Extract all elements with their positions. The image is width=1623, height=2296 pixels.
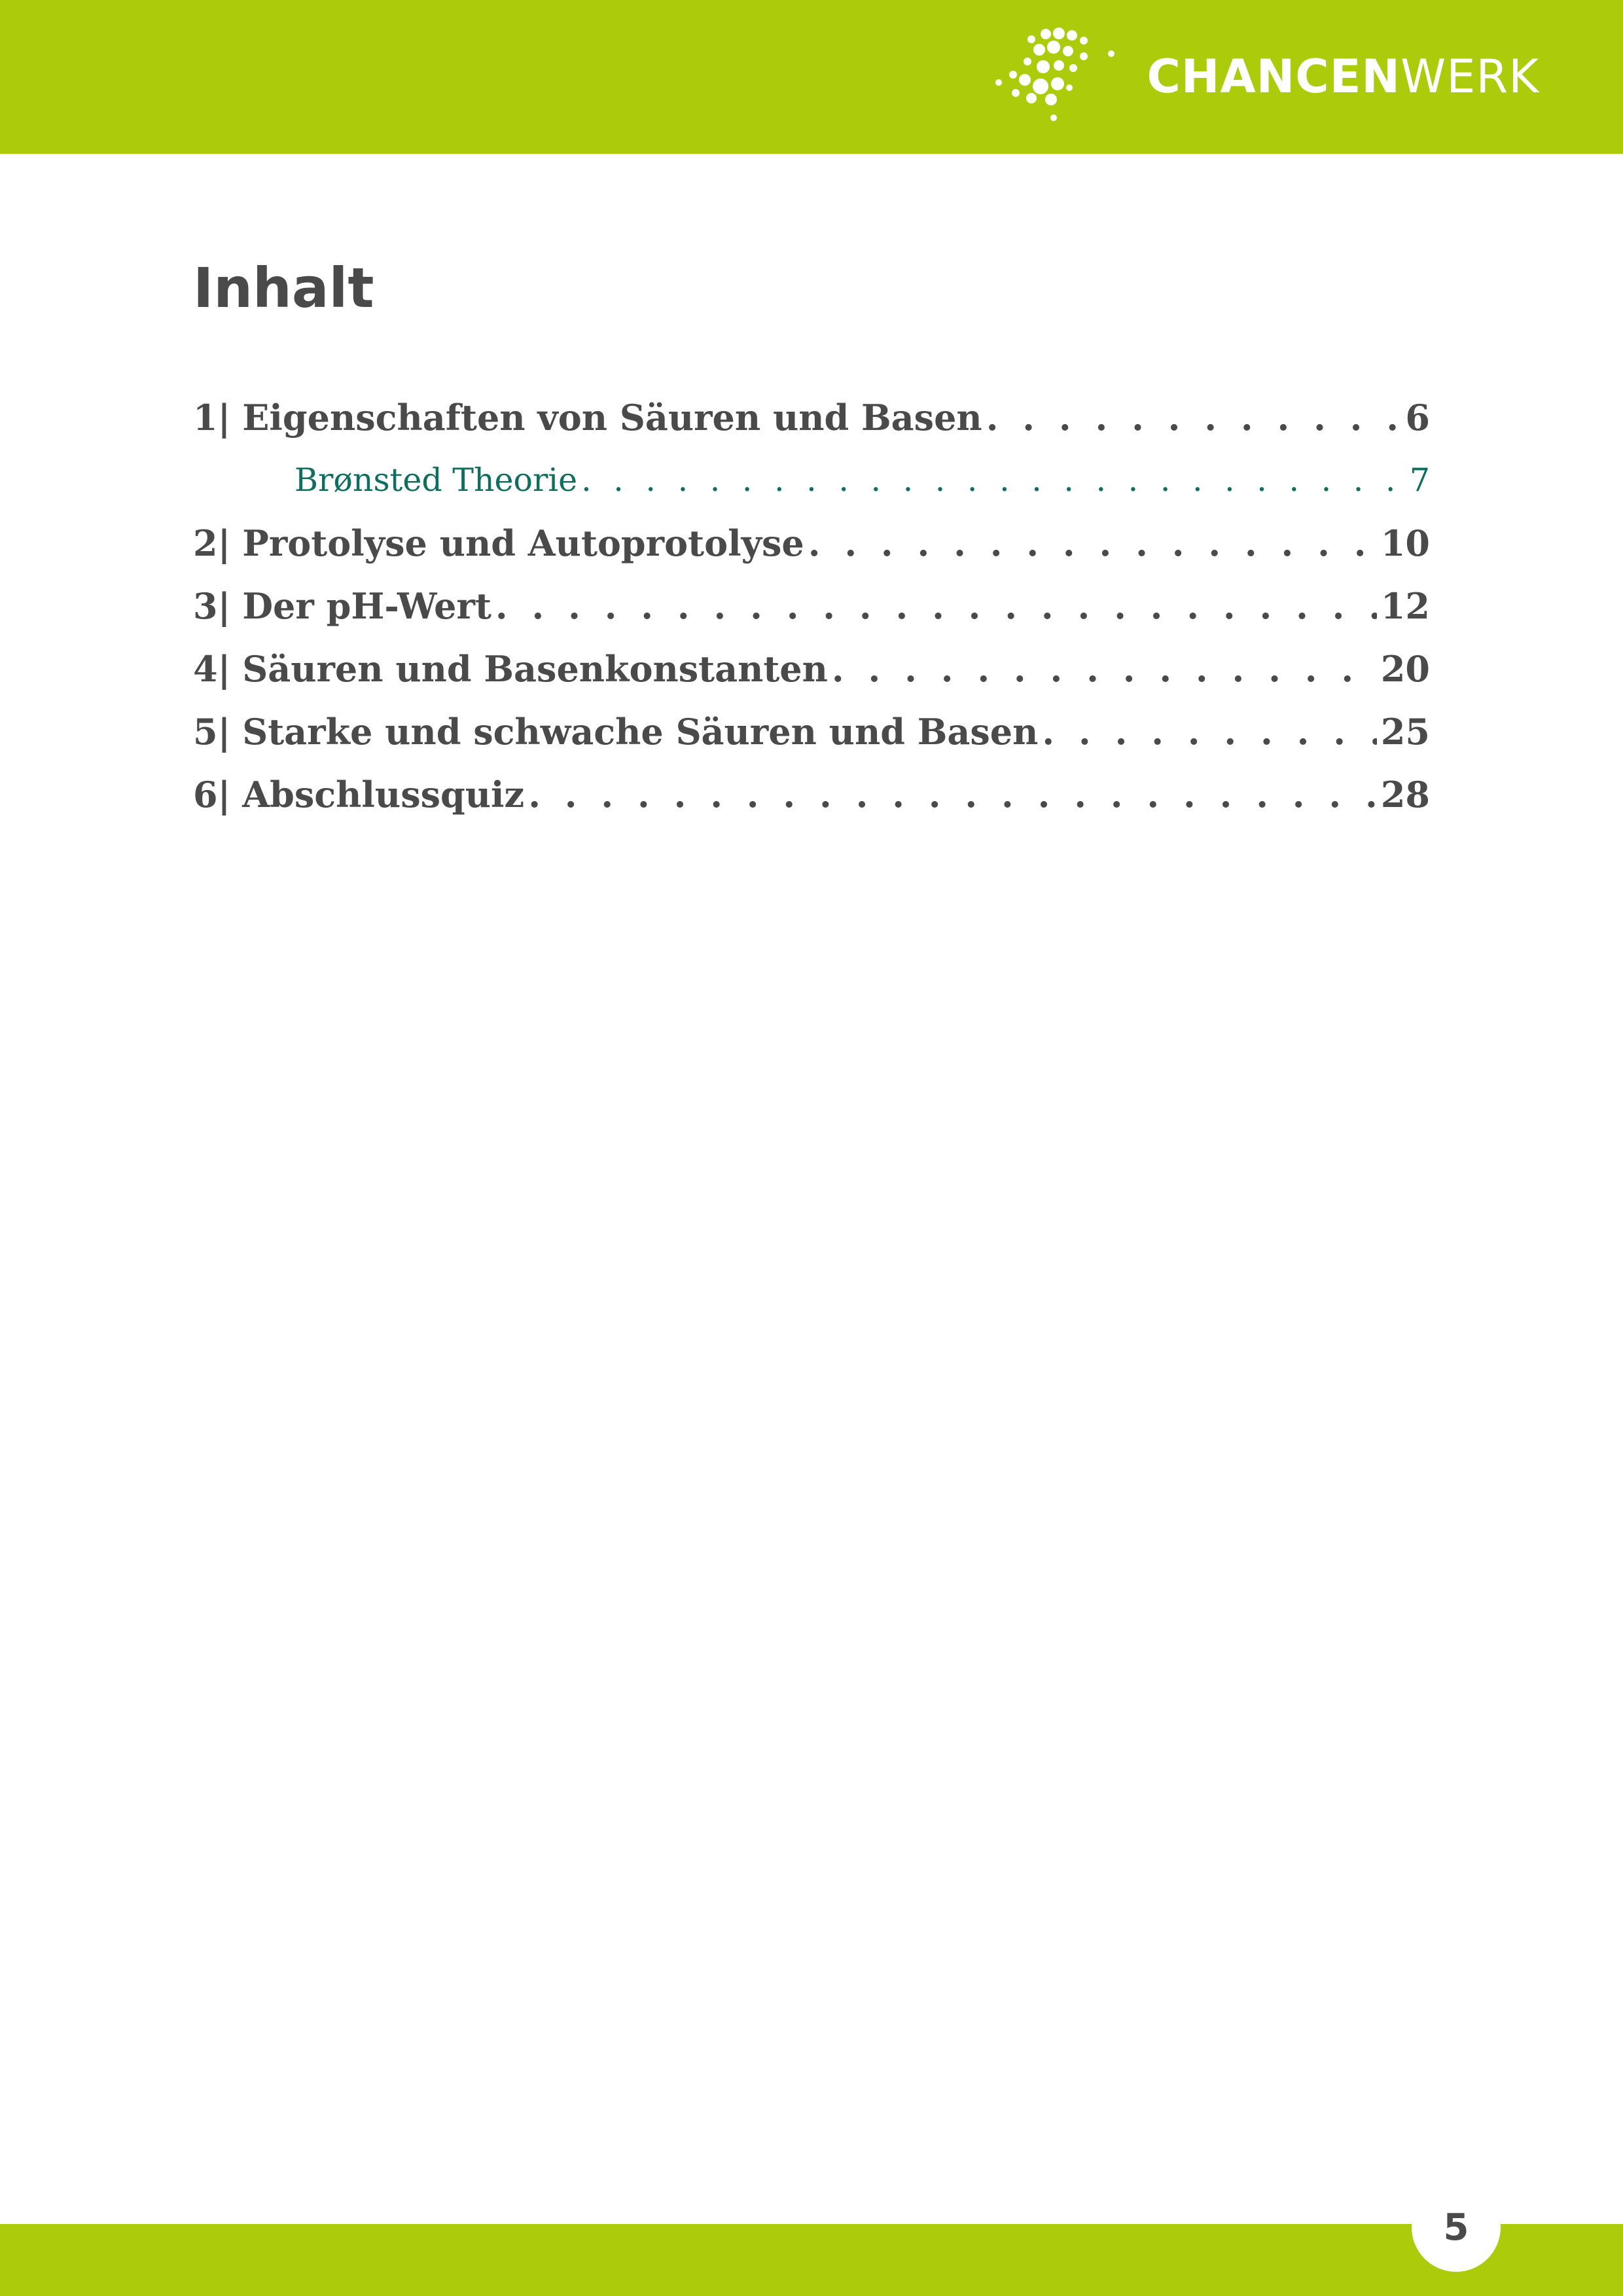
toc-entry-number: 6| <box>193 774 231 816</box>
toc-entry-page: 25 <box>1380 711 1430 753</box>
toc-entry[interactable] <box>193 512 1430 575</box>
dot-cluster-logo-icon <box>988 27 1122 126</box>
toc-dot-leader <box>986 386 1402 449</box>
brand-name-light: WERK <box>1400 50 1539 103</box>
toc-entry-page: 20 <box>1380 648 1430 690</box>
toc-entry-label: Abschlussquiz <box>242 774 525 816</box>
toc-entry[interactable] <box>193 386 1430 449</box>
toc-entry[interactable] <box>193 763 1430 826</box>
toc-dot-leader <box>528 763 1377 826</box>
toc-entry-number: 1| <box>193 397 231 439</box>
table-of-contents <box>193 386 1430 826</box>
toc-dot-leader <box>495 575 1377 637</box>
brand-name-bold: CHANCEN <box>1147 50 1401 103</box>
toc-entry-label: Starke und schwache Säuren und Basen <box>242 711 1039 753</box>
toc-entry-label: Protolyse und Autoprotolyse <box>242 522 804 564</box>
toc-entry[interactable] <box>193 575 1430 637</box>
toc-entry-page: 12 <box>1380 585 1430 627</box>
footer-bar <box>0 2224 1623 2296</box>
toc-entry-label: Eigenschaften von Säuren und Basen <box>242 397 982 439</box>
toc-entry-page: 28 <box>1380 774 1430 816</box>
toc-entry-page: 7 <box>1409 461 1430 499</box>
page-number-badge <box>1412 2183 1501 2272</box>
brand-wordmark <box>1147 50 1539 103</box>
toc-entry-page: 6 <box>1405 397 1430 439</box>
page-number: 5 <box>1443 2206 1469 2249</box>
toc-dot-leader <box>581 449 1406 512</box>
chancenwerk-logo <box>988 27 1539 126</box>
toc-dot-leader <box>808 512 1377 575</box>
toc-entry-number: 4| <box>193 648 231 690</box>
toc-subentry[interactable] <box>193 449 1430 512</box>
toc-entry-label: Säuren und Basenkonstanten <box>242 648 828 690</box>
header-bar <box>0 0 1623 154</box>
page-title: Inhalt <box>193 256 374 320</box>
toc-entry[interactable] <box>193 700 1430 763</box>
toc-dot-leader <box>1042 700 1376 763</box>
toc-entry-label: Brønsted Theorie <box>294 461 578 499</box>
toc-entry-label: Der pH-Wert <box>242 585 491 627</box>
toc-entry[interactable] <box>193 637 1430 700</box>
toc-dot-leader <box>832 637 1377 700</box>
toc-entry-number: 5| <box>193 711 231 753</box>
toc-entry-number: 3| <box>193 585 231 627</box>
toc-entry-page: 10 <box>1380 522 1430 564</box>
toc-entry-number: 2| <box>193 522 231 564</box>
